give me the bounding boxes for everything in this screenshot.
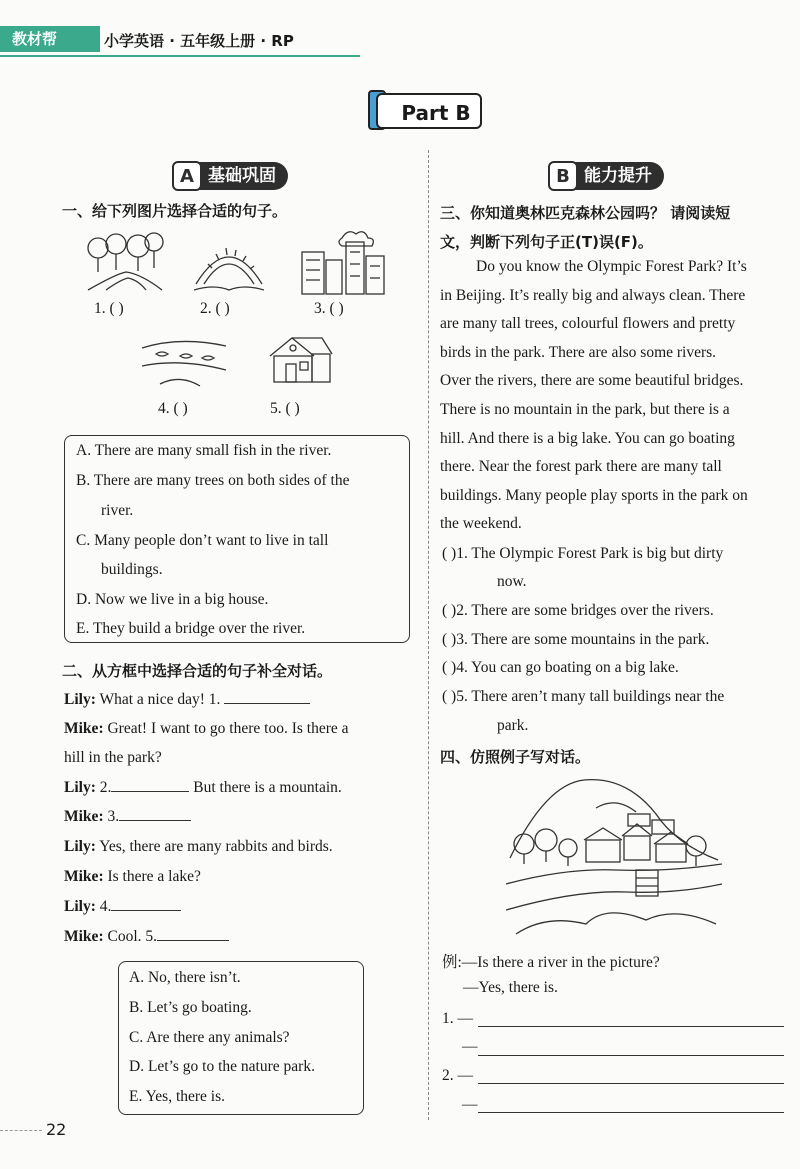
statement-5[interactable]: ( )5. There aren’t many tall buildings near the: [442, 688, 725, 705]
header-divider: [0, 55, 360, 57]
dialog-line-3: Lily: 2. But there is a mountain.: [64, 779, 342, 796]
answer-2-number: 2. —: [442, 1067, 473, 1084]
passage-line: buildings. Many people play sports in the park on: [440, 487, 748, 504]
statement-1[interactable]: ( )1. The Olympic Forest Park is big but dirty: [442, 545, 724, 562]
passage-line: birds in the park. There are also some rivers.: [440, 344, 717, 361]
q1-option-c: C. Many people don’t want to live in tall: [76, 532, 329, 549]
brand-tag: 教材帮: [0, 26, 100, 52]
bridge-picture: [194, 234, 264, 292]
speaker: Lily: [64, 691, 91, 708]
section-b-letter: B: [548, 161, 578, 191]
q3-title-line-1: 三、你知道奥林匹克森林公园吗？ 请阅读短: [440, 204, 731, 222]
village-landscape-picture: [506, 774, 722, 940]
statement-3[interactable]: ( )3. There are some mountains in the park.: [442, 631, 710, 648]
passage-line: are many tall trees, colourful flowers and pretty: [440, 315, 736, 332]
passage-line: Do you know the Olympic Forest Park? It’s: [476, 258, 747, 275]
statement-4[interactable]: ( )4. You can go boating on a big lake.: [442, 659, 679, 676]
q2-title: 二、从方框中选择合适的句子补全对话。: [62, 662, 333, 680]
answer-1-line[interactable]: [478, 1026, 784, 1027]
q1-option-a: A. There are many small fish in the river.: [76, 442, 332, 459]
item-4-bracket[interactable]: 4. ( ): [158, 400, 188, 417]
blank-2[interactable]: [111, 791, 189, 792]
q2-option-c: C. Are there any animals?: [129, 1029, 290, 1046]
blank-1[interactable]: [224, 703, 310, 704]
dialog-line-7: Lily: 4.: [64, 898, 181, 916]
dialog-line-5: Lily: Yes, there are many rabbits and birds.: [64, 838, 333, 855]
passage-line: the weekend.: [440, 515, 522, 532]
part-title: Part B: [376, 93, 482, 129]
q1-option-b: B. There are many trees on both sides of the: [76, 472, 350, 489]
q1-option-c-cont: buildings.: [101, 561, 163, 578]
answer-2-line[interactable]: [478, 1083, 784, 1084]
dialog-line-6: Mike: Is there a lake?: [64, 868, 201, 885]
dialog-line-2: Mike: Great! I want to go there too. Is there a: [64, 720, 349, 737]
section-a-letter: A: [172, 161, 202, 191]
q1-option-d: D. Now we live in a big house.: [76, 591, 269, 608]
answer-1-dash: —: [462, 1038, 478, 1055]
q4-title: 四、仿照例子写对话。: [440, 748, 591, 766]
city-buildings-picture: [298, 226, 388, 296]
series-title: 小学英语 · 五年级上册 · RP: [104, 32, 294, 50]
statement-2[interactable]: ( )2. There are some bridges over the rivers.: [442, 602, 714, 619]
answer-1-number: 1. —: [442, 1010, 473, 1027]
example-answer: —Yes, there is.: [463, 979, 558, 996]
dialog-line-4: Mike: 3.: [64, 808, 191, 826]
q1-option-e: E. They build a bridge over the river.: [76, 620, 306, 637]
section-a-title: 基础巩固: [208, 166, 276, 186]
page-number: 22: [46, 1120, 67, 1139]
q3-title-line-2: 文，判断下列句子正(T)误(F)。: [440, 233, 653, 251]
example-question: 例:—Is there a river in the picture?: [442, 954, 660, 971]
column-divider: [428, 150, 429, 1120]
q2-option-d: D. Let’s go to the nature park.: [129, 1058, 315, 1075]
section-b-title: 能力提升: [584, 166, 652, 186]
q2-option-b: B. Let’s go boating.: [129, 999, 252, 1016]
passage-line: There is no mountain in the park, but there is a: [440, 401, 730, 418]
dialog-line-2-cont: hill in the park?: [64, 749, 162, 766]
answer-2-reply-line[interactable]: [478, 1112, 784, 1113]
house-picture: [266, 334, 336, 386]
q2-option-a: A. No, there isn’t.: [129, 969, 241, 986]
passage-line: in Beijing. It’s really big and always clean. There: [440, 287, 746, 304]
blank-3[interactable]: [119, 820, 191, 821]
passage-line: Over the rivers, there are some beautiful bridges.: [440, 372, 744, 389]
dialog-line-8: Mike: Cool. 5.: [64, 928, 229, 946]
item-2-bracket[interactable]: 2. ( ): [200, 300, 230, 317]
passage-line: hill. And there is a big lake. You can go boating: [440, 430, 735, 447]
item-1-bracket[interactable]: 1. ( ): [94, 300, 124, 317]
answer-1-reply-line[interactable]: [478, 1055, 784, 1056]
item-5-bracket[interactable]: 5. ( ): [270, 400, 300, 417]
answer-2-dash: —: [462, 1096, 478, 1113]
dialog-line-1: Lily: What a nice day! 1.: [64, 691, 310, 709]
blank-4[interactable]: [111, 910, 181, 911]
river-fish-picture: [140, 334, 228, 388]
statement-1-cont: now.: [497, 573, 527, 590]
item-3-bracket[interactable]: 3. ( ): [314, 300, 344, 317]
trees-river-picture: [86, 230, 164, 292]
q1-title: 一、给下列图片选择合适的句子。: [62, 202, 288, 220]
q2-option-e: E. Yes, there is.: [129, 1088, 226, 1105]
passage-line: there. Near the forest park there are many tall: [440, 458, 722, 475]
q1-option-b-cont: river.: [101, 502, 134, 519]
blank-5[interactable]: [157, 940, 229, 941]
statement-5-cont: park.: [497, 717, 529, 734]
footer-rule: [0, 1130, 42, 1131]
